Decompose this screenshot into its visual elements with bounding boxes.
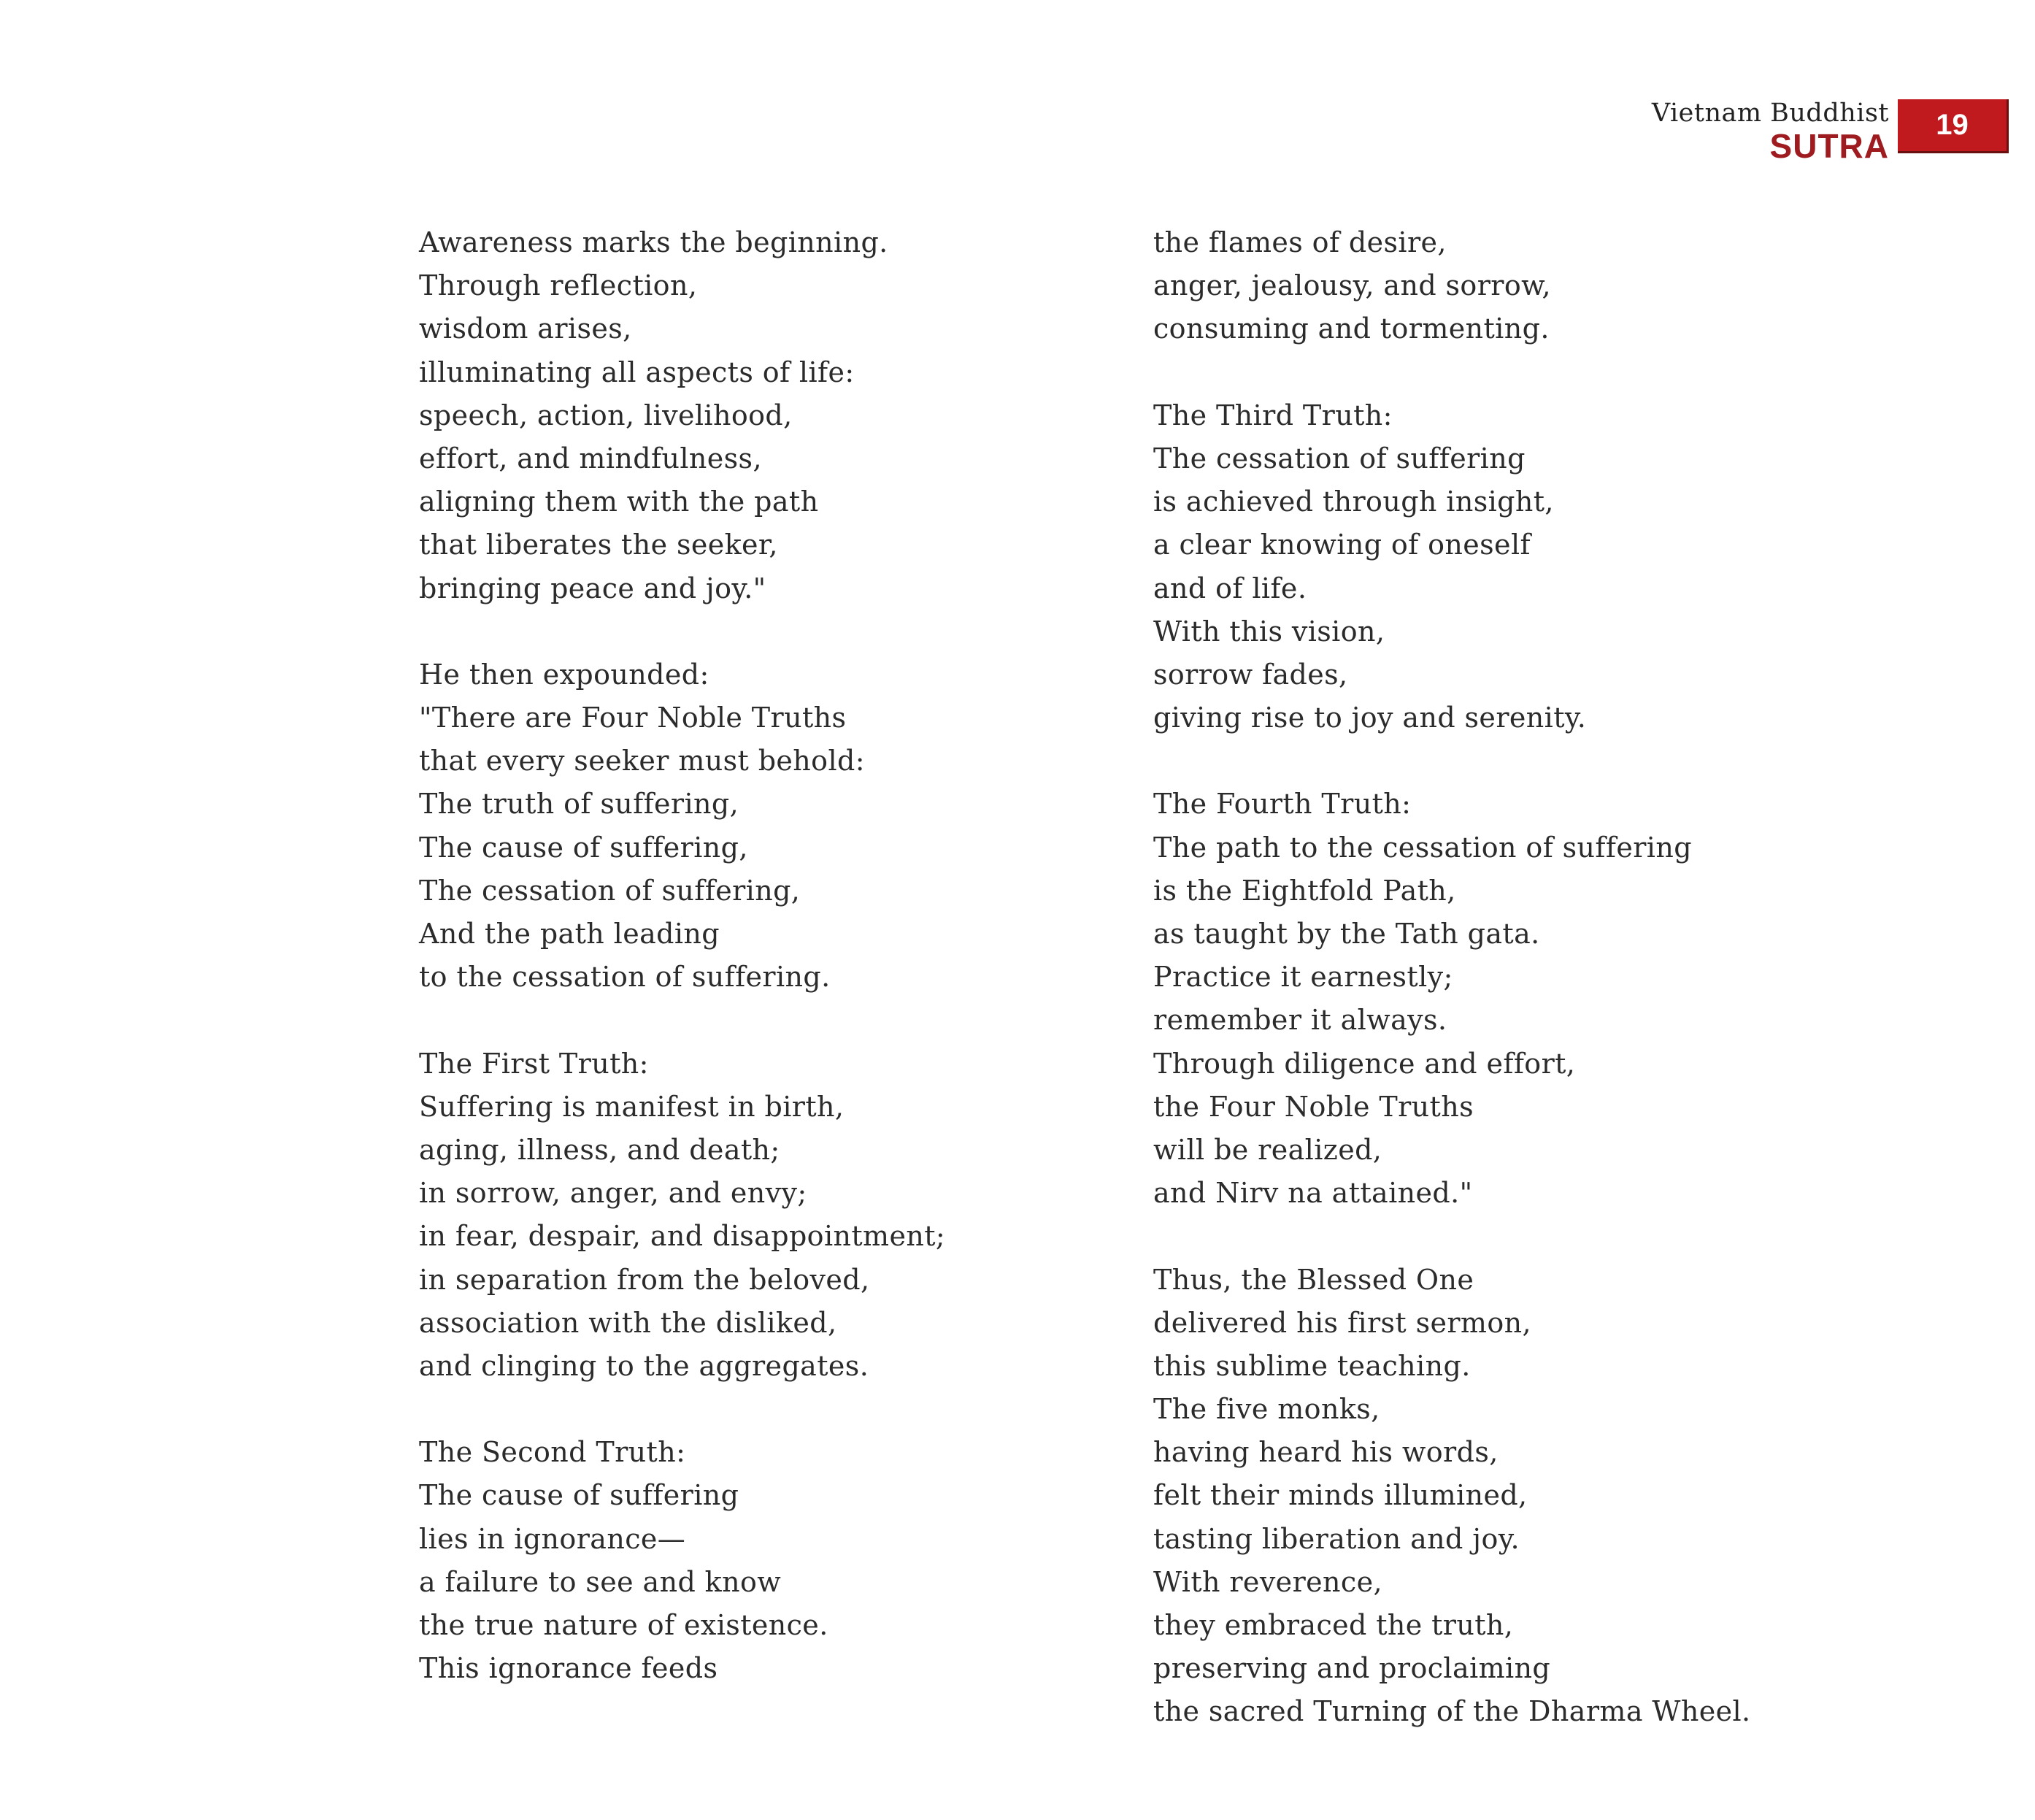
- verse-line: He then expounded:: [419, 658, 709, 691]
- stanza-break: [419, 999, 945, 1042]
- verse-line: the flames of desire,: [1153, 226, 1447, 258]
- verse-line: a failure to see and know: [419, 1565, 782, 1598]
- stanza-break: [419, 610, 945, 653]
- verse-line: remember it always.: [1153, 1004, 1447, 1037]
- verse-line: The cessation of suffering,: [419, 874, 801, 907]
- verse-line: lies in ignorance—: [419, 1522, 686, 1555]
- verse-line: The truth of suffering,: [419, 788, 739, 821]
- verse-line: The First Truth:: [419, 1047, 649, 1080]
- verse-line: The Third Truth:: [1153, 399, 1393, 431]
- verse-line: the Four Noble Truths: [1153, 1090, 1474, 1123]
- stanza-break: [1153, 740, 1751, 783]
- verse-line: Through reflection,: [419, 269, 698, 302]
- verse-line: delivered his first sermon,: [1153, 1306, 1531, 1339]
- verse-line: Thus, the Blessed One: [1153, 1263, 1474, 1296]
- verse-line: The five monks,: [1153, 1393, 1380, 1426]
- verse-line: illuminating all aspects of life:: [419, 356, 855, 388]
- verse-line: in fear, despair, and disappointment;: [419, 1220, 946, 1253]
- page-number-badge: 19: [1898, 99, 2009, 153]
- book-subtitle: Vietnam Buddhist: [1651, 99, 1889, 128]
- verse-line: as taught by the Tath gata.: [1153, 918, 1540, 950]
- verse-line: With reverence,: [1153, 1565, 1382, 1598]
- verse-line: aligning them with the path: [419, 485, 819, 518]
- verse-line: to the cessation of suffering.: [419, 961, 831, 994]
- verse-line: The cause of suffering: [419, 1479, 739, 1512]
- verse-line: sorrow fades,: [1153, 658, 1348, 691]
- stanza-break: [1153, 351, 1751, 394]
- verse-line: With this vision,: [1153, 615, 1385, 648]
- verse-line: in separation from the beloved,: [419, 1263, 870, 1296]
- verse-line: consuming and tormenting.: [1153, 312, 1550, 345]
- running-header: [1651, 99, 2009, 165]
- verse-line: Suffering is manifest in birth,: [419, 1090, 845, 1123]
- verse-line: effort, and mindfulness,: [419, 442, 762, 475]
- verse-line: this sublime teaching.: [1153, 1349, 1471, 1382]
- verse-line: preserving and proclaiming: [1153, 1652, 1551, 1685]
- verse-line: The Fourth Truth:: [1153, 788, 1412, 821]
- verse-line: and Nirv na attained.": [1153, 1177, 1473, 1210]
- verse-line: The cause of suffering,: [419, 831, 748, 864]
- verse-line: the true nature of existence.: [419, 1609, 828, 1641]
- verse-line: they embraced the truth,: [1153, 1609, 1514, 1641]
- verse-line: anger, jealousy, and sorrow,: [1153, 269, 1552, 302]
- verse-line: giving rise to joy and serenity.: [1153, 702, 1587, 734]
- verse-line: aging, illness, and death;: [419, 1133, 780, 1166]
- verse-line: speech, action, livelihood,: [419, 399, 793, 431]
- verse-line: The cessation of suffering: [1153, 442, 1526, 475]
- verse-line: is achieved through insight,: [1153, 485, 1554, 518]
- book-title-block: [1652, 99, 1889, 163]
- stanza-break: [1153, 1215, 1751, 1258]
- verse-line: The path to the cessation of suffering: [1153, 831, 1692, 864]
- verse-line: and of life.: [1153, 572, 1307, 604]
- verse-line: will be realized,: [1153, 1133, 1382, 1166]
- verse-line: that every seeker must behold:: [419, 745, 865, 777]
- verse-line: This ignorance feeds: [419, 1652, 718, 1685]
- left-text-column: [419, 221, 945, 1690]
- verse-line: is the Eightfold Path,: [1153, 874, 1456, 907]
- verse-line: in sorrow, anger, and envy;: [419, 1177, 807, 1210]
- verse-line: The Second Truth:: [419, 1436, 686, 1469]
- verse-line: And the path leading: [419, 918, 720, 950]
- verse-line: Awareness marks the beginning.: [419, 226, 888, 258]
- verse-line: and clinging to the aggregates.: [419, 1349, 869, 1382]
- verse-line: having heard his words,: [1153, 1436, 1499, 1469]
- verse-line: "There are Four Noble Truths: [419, 702, 847, 734]
- verse-line: Through diligence and effort,: [1153, 1047, 1576, 1080]
- right-text-column: [1153, 221, 1751, 1734]
- verse-line: Practice it earnestly;: [1153, 961, 1453, 994]
- verse-line: tasting liberation and joy.: [1153, 1522, 1520, 1555]
- verse-line: the sacred Turning of the Dharma Wheel.: [1153, 1695, 1751, 1728]
- book-title: SUTRA: [1769, 127, 1889, 165]
- verse-line: bringing peace and joy.": [419, 572, 766, 604]
- verse-line: that liberates the seeker,: [419, 529, 778, 561]
- verse-line: association with the disliked,: [419, 1306, 837, 1339]
- verse-line: a clear knowing of oneself: [1153, 529, 1531, 561]
- stanza-break: [419, 1388, 945, 1431]
- verse-line: felt their minds illumined,: [1153, 1479, 1528, 1512]
- verse-line: wisdom arises,: [419, 312, 632, 345]
